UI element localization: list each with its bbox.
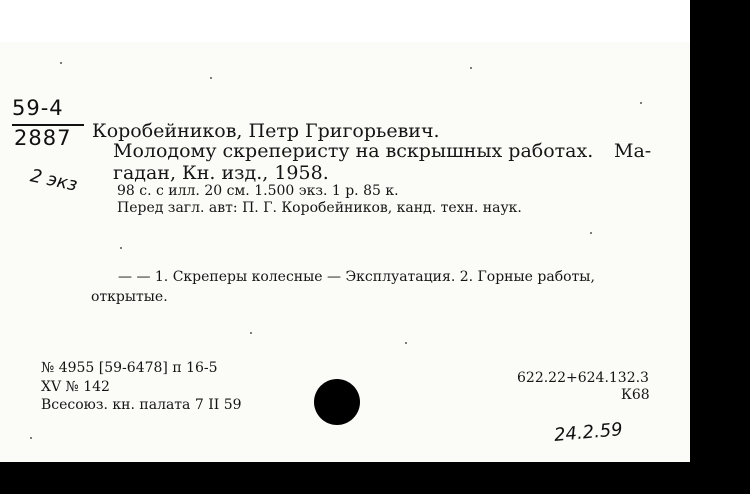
- registration-chamber: Всесоюз. кн. палата 7 II 59: [41, 397, 242, 413]
- handwritten-copies-note: 2 экз: [28, 165, 80, 196]
- scan-speck: [120, 247, 122, 249]
- handwritten-date-signature: 24.2.59: [553, 419, 624, 446]
- shelfmark-bottom: 2887: [14, 126, 72, 150]
- punch-hole: [314, 379, 360, 425]
- scan-speck: [60, 62, 62, 64]
- scan-speck: [250, 332, 252, 334]
- catalog-card: [0, 42, 690, 462]
- book-title-continuation: Ма-: [614, 140, 652, 162]
- scan-bottom-margin: [0, 462, 690, 494]
- scan-speck: [640, 102, 642, 104]
- book-title: Молодому скреперисту на вскрышных работах.: [113, 140, 594, 162]
- physical-description: 98 с. с илл. 20 см. 1.500 экз. 1 р. 85 к.: [117, 183, 399, 199]
- subject-headings: — — 1. Скреперы колесные — Эксплуатация. 2. Горные работы,: [118, 269, 595, 285]
- registration-number: № 4955 [59-6478] п 16-5: [41, 360, 218, 376]
- scan-speck: [405, 342, 407, 344]
- scan-speck: [590, 232, 592, 234]
- shelfmark-top: 59-4: [12, 96, 64, 120]
- scan-top-margin: [0, 0, 750, 42]
- author-note: Перед загл. авт: П. Г. Коробейников, канд. техн. наук.: [117, 200, 522, 216]
- imprint-line: гадан, Кн. изд., 1958.: [113, 162, 329, 184]
- udc-classification: 622.22+624.132.3: [517, 370, 649, 386]
- scan-right-margin: [690, 0, 750, 494]
- cutter-number: К68: [621, 387, 650, 403]
- author-heading: Коробейников, Петр Григорьевич.: [92, 120, 440, 142]
- scan-speck: [210, 77, 212, 79]
- scan-speck: [470, 67, 472, 69]
- registration-series: XV № 142: [41, 379, 110, 395]
- subject-headings-continuation: открытые.: [91, 289, 168, 305]
- scan-speck: [30, 437, 32, 439]
